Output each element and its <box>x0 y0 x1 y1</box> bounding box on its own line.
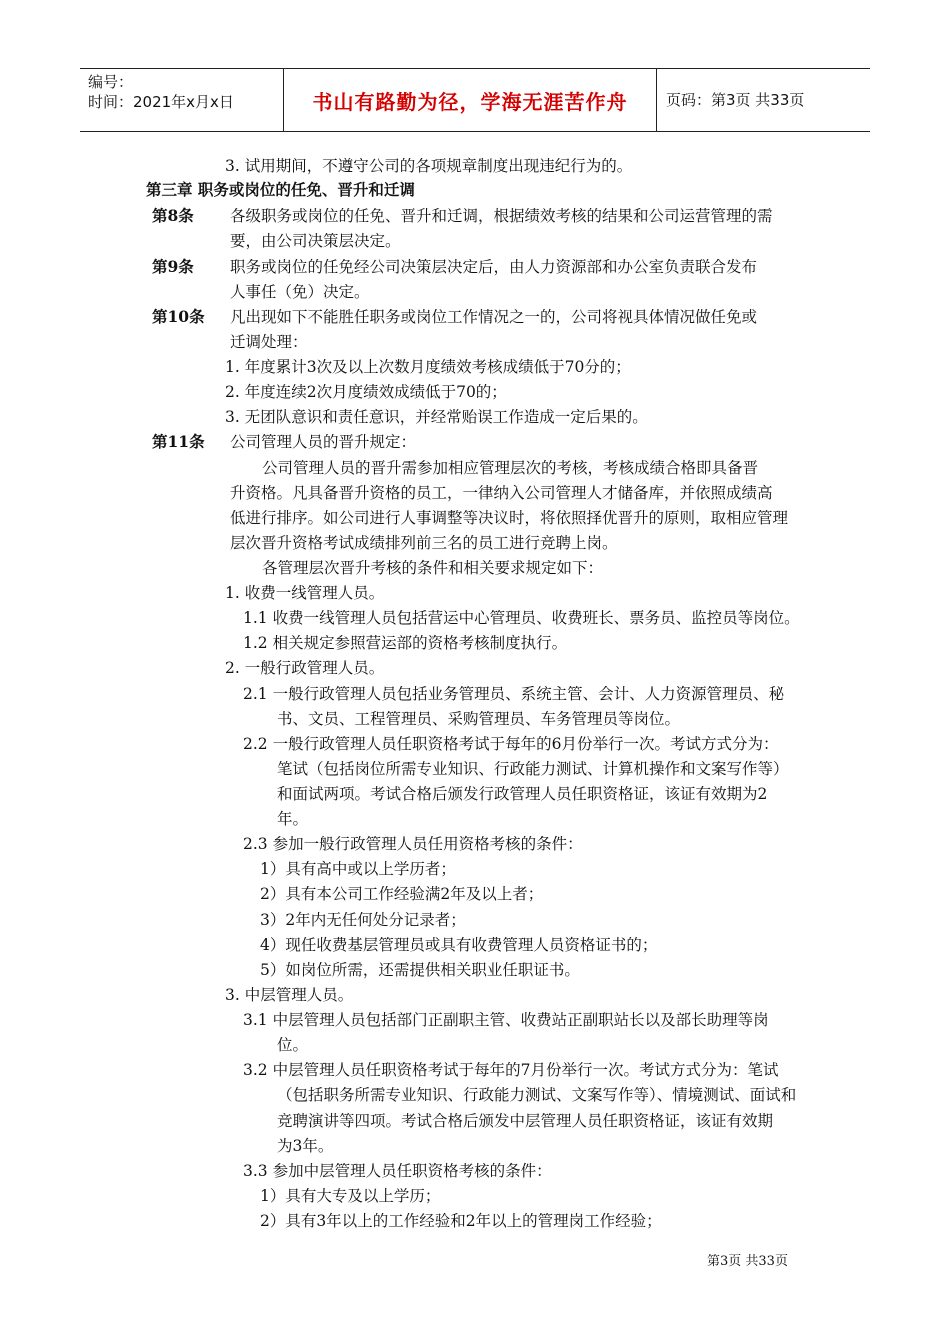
article-label: 第8条 <box>152 206 194 225</box>
text-line: 人事任（免）决定。 <box>230 283 370 301</box>
header-motto: 书山有路勤为径，学海无涯苦作舟 <box>312 90 628 114</box>
list-item: 2）具有3年以上的工作经验和2年以上的管理岗工作经验； <box>260 1212 662 1230</box>
text-line: 书、文员、工程管理员、采购管理员、车务管理员等岗位。 <box>277 710 681 728</box>
text-line: 3. 试用期间，不遵守公司的各项规章制度出现违纪行为的。 <box>225 157 633 175</box>
text-line: 要，由公司决策层决定。 <box>230 232 401 250</box>
chapter-heading: 第三章 职务或岗位的任免、晋升和迁调 <box>146 180 415 199</box>
text-line: 升资格。凡具备晋升资格的员工，一律纳入公司管理人才储备库，并依照成绩高 <box>230 484 773 502</box>
list-item: 2. 年度连续2次月度绩效成绩低于70的； <box>225 383 507 401</box>
text-line: 凡出现如下不能胜任职务或岗位工作情况之一的，公司将视具体情况做任免或 <box>230 308 758 326</box>
text-line: 笔试（包括岗位所需专业知识、行政能力测试、计算机操作和文案写作等） <box>277 760 789 778</box>
text-line: （包括职务所需专业知识、行政能力测试、文案写作等）、情境测试、面试和 <box>277 1086 797 1104</box>
list-item: 1. 年度累计3次及以上次数月度绩效考核成绩低于70分的； <box>225 358 631 376</box>
list-item: 3. 无团队意识和责任意识，并经常贻误工作造成一定后果的。 <box>225 408 648 426</box>
list-item: 2.1 一般行政管理人员包括业务管理员、系统主管、会计、人力资源管理员、秘 <box>243 685 785 703</box>
text-line: 公司管理人员的晋升需参加相应管理层次的考核，考核成绩合格即具备晋 <box>262 459 759 477</box>
section-heading: 3. 中层管理人员。 <box>225 986 354 1004</box>
article-label: 第10条 <box>152 307 205 326</box>
header-meta-cell <box>80 69 283 131</box>
text-line: 职务或岗位的任免经公司决策层决定后，由人力资源部和办公室负责联合发布 <box>230 258 758 276</box>
text-line: 年。 <box>277 810 309 828</box>
list-item: 3.2 中层管理人员任职资格考试于每年的7月份举行一次。考试方式分为：笔试 <box>243 1061 779 1079</box>
text-line: 位。 <box>277 1036 309 1054</box>
list-item: 3.3 参加中层管理人员任职资格考核的条件： <box>243 1162 552 1180</box>
list-item: 1.2 相关规定参照营运部的资格考核制度执行。 <box>243 634 568 652</box>
text-line: 公司管理人员的晋升规定： <box>230 433 417 451</box>
document-date: 时间：2021年x月x日 <box>88 93 234 111</box>
page-header <box>80 68 870 132</box>
header-motto-cell <box>283 69 657 131</box>
list-item: 2.2 一般行政管理人员任职资格考试于每年的6月份举行一次。考试方式分为： <box>243 735 779 753</box>
list-item: 1）具有大专及以上学历； <box>260 1187 441 1205</box>
footer-page-number: 第3页 共33页 <box>707 1254 788 1269</box>
list-item: 2.3 参加一般行政管理人员任用资格考核的条件： <box>243 835 583 853</box>
list-item: 5）如岗位所需，还需提供相关职业任职证书。 <box>260 961 580 979</box>
list-item: 3.1 中层管理人员包括部门正副职主管、收费站正副职站长以及部长助理等岗 <box>243 1011 769 1029</box>
text-line: 各管理层次晋升考核的条件和相关要求规定如下： <box>262 559 604 577</box>
text-line: 竞聘演讲等四项。考试合格后颁发中层管理人员任职资格证，该证有效期 <box>277 1112 774 1130</box>
text-line: 低进行排序。如公司进行人事调整等决议时，将依照择优晋升的原则，取相应管理 <box>230 509 789 527</box>
article-label: 第11条 <box>152 432 205 451</box>
article-label: 第9条 <box>152 257 194 276</box>
header-page-cell <box>656 69 870 131</box>
text-line: 层次晋升资格考试成绩排列前三名的员工进行竞聘上岗。 <box>230 534 618 552</box>
text-line: 为3年。 <box>277 1137 334 1155</box>
document-number-label: 编号： <box>88 73 134 91</box>
text-line: 和面试两项。考试合格后颁发行政管理人员任职资格证，该证有效期为2 <box>277 785 768 803</box>
list-item: 2）具有本公司工作经验满2年及以上者； <box>260 885 544 903</box>
section-heading: 2. 一般行政管理人员。 <box>225 659 385 677</box>
header-page-number: 页码：第3页 共33页 <box>666 91 805 109</box>
text-line: 各级职务或岗位的任免、晋升和迁调，根据绩效考核的结果和公司运营管理的需 <box>230 207 773 225</box>
section-heading: 1. 收费一线管理人员。 <box>225 584 385 602</box>
list-item: 3）2年内无任何处分记录者； <box>260 911 466 929</box>
list-item: 1）具有高中或以上学历者； <box>260 860 456 878</box>
list-item: 4）现任收费基层管理员或具有收费管理人员资格证书的； <box>260 936 658 954</box>
list-item: 1.1 收费一线管理人员包括营运中心管理员、收费班长、票务员、监控员等岗位。 <box>243 609 800 627</box>
text-line: 迁调处理： <box>230 333 308 351</box>
